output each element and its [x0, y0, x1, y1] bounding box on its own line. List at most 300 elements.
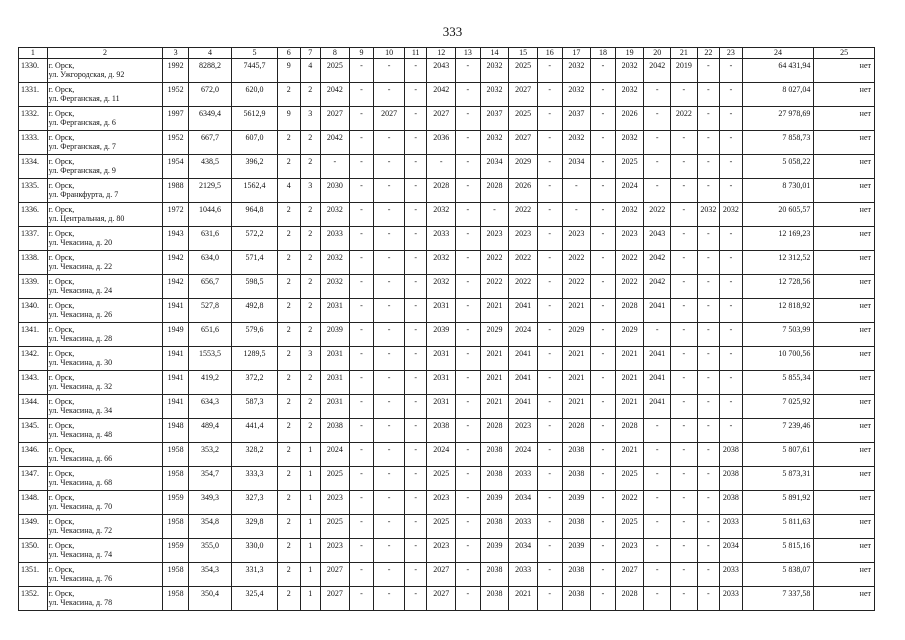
- table-cell: 2039: [321, 323, 350, 347]
- table-cell: -: [720, 83, 743, 107]
- column-number-cell: 22: [697, 48, 720, 59]
- address-cell: [47, 179, 163, 203]
- table-cell: 1: [300, 467, 320, 491]
- table-row: [19, 515, 875, 539]
- status-cell: нет: [814, 395, 875, 419]
- table-cell: -: [671, 83, 698, 107]
- address-cell: [47, 131, 163, 155]
- table-cell: 2041: [644, 347, 671, 371]
- table-cell: -: [349, 347, 374, 371]
- table-cell: 2: [278, 155, 301, 179]
- table-cell: -: [456, 83, 481, 107]
- table-row: [19, 203, 875, 227]
- table-cell: 2025: [509, 59, 538, 83]
- table-cell: 2024: [615, 179, 644, 203]
- address-cell: [47, 563, 163, 587]
- table-cell: -: [374, 179, 405, 203]
- address-cell: [47, 587, 163, 611]
- table-cell: -: [537, 419, 562, 443]
- table-cell: 2037: [480, 107, 509, 131]
- cost-cell: 5 891,92: [742, 491, 814, 515]
- address-line: ул. Чекасина, д. 48: [48, 430, 113, 439]
- table-cell: -: [404, 227, 427, 251]
- table-cell: 2032: [562, 59, 591, 83]
- table-cell: -: [374, 203, 405, 227]
- address-line: ул. Чекасина, д. 26: [48, 310, 113, 319]
- table-cell: -: [404, 467, 427, 491]
- page-number: 333: [442, 24, 463, 39]
- table-cell: 2041: [644, 299, 671, 323]
- table-row: [19, 395, 875, 419]
- table-cell: -: [671, 371, 698, 395]
- table-cell: 396,2: [231, 155, 277, 179]
- table-cell: 2038: [562, 467, 591, 491]
- column-number-cell: 13: [456, 48, 481, 59]
- table-cell: 1958: [163, 587, 189, 611]
- column-number-cell: 5: [231, 48, 277, 59]
- table-cell: -: [697, 467, 720, 491]
- address-line: ул. Чекасина, д. 34: [48, 406, 113, 415]
- address-line: г. Орск,: [48, 85, 75, 94]
- table-cell: -: [456, 155, 481, 179]
- table-cell: -: [697, 491, 720, 515]
- table-cell: -: [720, 251, 743, 275]
- status-cell: нет: [814, 323, 875, 347]
- address-line: ул. Чекасина, д. 30: [48, 358, 113, 367]
- table-cell: -: [404, 347, 427, 371]
- address-cell: [47, 83, 163, 107]
- table-cell: -: [671, 155, 698, 179]
- table-cell: 2027: [427, 563, 456, 587]
- row-number-cell: 1343.: [19, 371, 48, 395]
- table-cell: -: [349, 539, 374, 563]
- table-cell: 2041: [644, 371, 671, 395]
- address-cell: [47, 299, 163, 323]
- table-row: [19, 587, 875, 611]
- table-cell: 2029: [509, 155, 538, 179]
- table-cell: -: [591, 419, 616, 443]
- table-cell: 1942: [163, 251, 189, 275]
- cost-cell: 7 503,99: [742, 323, 814, 347]
- table-cell: -: [537, 155, 562, 179]
- table-cell: -: [697, 371, 720, 395]
- column-number-cell: 24: [742, 48, 814, 59]
- table-cell: 2038: [321, 419, 350, 443]
- table-cell: 2034: [509, 539, 538, 563]
- table-cell: 2: [278, 419, 301, 443]
- table-cell: -: [456, 107, 481, 131]
- column-number-cell: 15: [509, 48, 538, 59]
- table-cell: -: [720, 395, 743, 419]
- table-cell: 2033: [427, 227, 456, 251]
- row-number-cell: 1337.: [19, 227, 48, 251]
- table-cell: -: [537, 467, 562, 491]
- table-cell: -: [374, 467, 405, 491]
- table-cell: -: [349, 83, 374, 107]
- address-cell: [47, 59, 163, 83]
- status-cell: нет: [814, 491, 875, 515]
- table-cell: 2025: [615, 515, 644, 539]
- table-cell: -: [644, 323, 671, 347]
- column-number-cell: 2: [47, 48, 163, 59]
- column-number-cell: 25: [814, 48, 875, 59]
- address-line: ул. Чекасина, д. 72: [48, 526, 113, 535]
- table-cell: -: [349, 515, 374, 539]
- table-cell: -: [456, 395, 481, 419]
- table-cell: -: [671, 227, 698, 251]
- table-cell: -: [644, 131, 671, 155]
- address-line: ул. Чекасина, д. 78: [48, 598, 113, 607]
- table-cell: -: [671, 515, 698, 539]
- table-cell: 2034: [720, 539, 743, 563]
- address-line: г. Орск,: [48, 397, 75, 406]
- table-cell: -: [720, 419, 743, 443]
- table-cell: -: [697, 563, 720, 587]
- table-cell: -: [349, 179, 374, 203]
- table-cell: 2: [300, 83, 320, 107]
- address-line: г. Орск,: [48, 205, 75, 214]
- table-cell: -: [456, 131, 481, 155]
- table-cell: 4: [278, 179, 301, 203]
- table-cell: 2: [278, 251, 301, 275]
- table-cell: 1: [300, 587, 320, 611]
- table-cell: 2: [300, 371, 320, 395]
- table-cell: -: [720, 323, 743, 347]
- table-cell: 2042: [644, 59, 671, 83]
- address-line: г. Орск,: [48, 541, 75, 550]
- table-cell: -: [537, 83, 562, 107]
- table-cell: 1958: [163, 563, 189, 587]
- table-cell: 2025: [321, 515, 350, 539]
- table-cell: -: [456, 179, 481, 203]
- table-cell: -: [404, 395, 427, 419]
- cost-cell: 8 730,01: [742, 179, 814, 203]
- table-cell: 1949: [163, 323, 189, 347]
- table-cell: -: [537, 515, 562, 539]
- table-cell: -: [697, 299, 720, 323]
- table-row: [19, 443, 875, 467]
- status-cell: нет: [814, 563, 875, 587]
- table-cell: 2028: [480, 419, 509, 443]
- address-line: ул. Ферганская, д. 7: [48, 142, 116, 151]
- table-cell: -: [720, 371, 743, 395]
- table-cell: 2042: [321, 83, 350, 107]
- table-cell: 2: [278, 587, 301, 611]
- table-cell: 2032: [427, 275, 456, 299]
- address-cell: [47, 419, 163, 443]
- table-cell: 2039: [562, 491, 591, 515]
- table-cell: 2025: [321, 467, 350, 491]
- table-cell: 598,5: [231, 275, 277, 299]
- table-cell: 2: [300, 203, 320, 227]
- row-number-cell: 1351.: [19, 563, 48, 587]
- table-cell: 2028: [480, 179, 509, 203]
- table-cell: -: [404, 59, 427, 83]
- table-cell: -: [349, 443, 374, 467]
- row-number-cell: 1342.: [19, 347, 48, 371]
- table-cell: 2033: [509, 467, 538, 491]
- table-cell: -: [720, 59, 743, 83]
- table-row: [19, 563, 875, 587]
- row-number-cell: 1330.: [19, 59, 48, 83]
- table-cell: 3: [300, 347, 320, 371]
- table-cell: 2032: [615, 131, 644, 155]
- table-cell: -: [349, 227, 374, 251]
- table-cell: 2032: [321, 203, 350, 227]
- table-cell: 489,4: [188, 419, 231, 443]
- status-cell: нет: [814, 59, 875, 83]
- address-line: г. Орск,: [48, 469, 75, 478]
- table-row: [19, 371, 875, 395]
- table-cell: -: [671, 419, 698, 443]
- table-cell: -: [456, 59, 481, 83]
- table-cell: 631,6: [188, 227, 231, 251]
- table-cell: 2023: [509, 227, 538, 251]
- column-number-cell: 14: [480, 48, 509, 59]
- table-cell: 2038: [720, 467, 743, 491]
- table-cell: -: [321, 155, 350, 179]
- table-cell: 2039: [562, 539, 591, 563]
- address-line: ул. Франкфурта, д. 7: [48, 190, 119, 199]
- table-cell: 2024: [427, 443, 456, 467]
- table-cell: -: [456, 443, 481, 467]
- table-cell: -: [591, 491, 616, 515]
- table-row: [19, 275, 875, 299]
- table-cell: -: [374, 587, 405, 611]
- table-cell: -: [644, 515, 671, 539]
- table-cell: 2027: [321, 563, 350, 587]
- table-cell: 2042: [644, 275, 671, 299]
- table-cell: 2023: [615, 227, 644, 251]
- table-cell: 2: [278, 131, 301, 155]
- table-cell: 330,0: [231, 539, 277, 563]
- cost-cell: 5 815,16: [742, 539, 814, 563]
- column-number-cell: 8: [321, 48, 350, 59]
- table-cell: -: [591, 83, 616, 107]
- table-cell: -: [697, 539, 720, 563]
- table-cell: 2038: [427, 419, 456, 443]
- address-cell: [47, 347, 163, 371]
- status-cell: нет: [814, 467, 875, 491]
- column-number-cell: 4: [188, 48, 231, 59]
- table-cell: 2032: [321, 251, 350, 275]
- table-cell: 1941: [163, 395, 189, 419]
- table-cell: 2024: [509, 443, 538, 467]
- table-cell: 2: [300, 227, 320, 251]
- table-cell: -: [591, 371, 616, 395]
- table-cell: -: [697, 323, 720, 347]
- address-cell: [47, 395, 163, 419]
- table-cell: -: [349, 155, 374, 179]
- table-cell: -: [644, 443, 671, 467]
- table-cell: 2031: [427, 371, 456, 395]
- table-cell: -: [591, 515, 616, 539]
- table-cell: 2028: [615, 587, 644, 611]
- table-cell: 2026: [509, 179, 538, 203]
- table-cell: 2027: [427, 587, 456, 611]
- table-cell: 327,3: [231, 491, 277, 515]
- row-number-cell: 1344.: [19, 395, 48, 419]
- table-cell: -: [537, 395, 562, 419]
- table-cell: 672,0: [188, 83, 231, 107]
- table-cell: -: [591, 395, 616, 419]
- status-cell: нет: [814, 83, 875, 107]
- address-line: ул. Чекасина, д. 76: [48, 574, 113, 583]
- table-cell: 333,3: [231, 467, 277, 491]
- row-number-cell: 1335.: [19, 179, 48, 203]
- table-cell: 2028: [615, 419, 644, 443]
- table-cell: -: [349, 563, 374, 587]
- table-cell: 2: [278, 203, 301, 227]
- address-cell: [47, 371, 163, 395]
- table-cell: 2028: [615, 299, 644, 323]
- table-cell: -: [697, 179, 720, 203]
- table-cell: -: [404, 179, 427, 203]
- table-cell: 329,8: [231, 515, 277, 539]
- capital-repair-table: [18, 47, 875, 611]
- table-cell: 2028: [562, 419, 591, 443]
- table-cell: 2043: [427, 59, 456, 83]
- table-cell: 2031: [427, 395, 456, 419]
- table-cell: 2041: [644, 395, 671, 419]
- table-cell: 2034: [509, 491, 538, 515]
- address-line: г. Орск,: [48, 157, 75, 166]
- table-cell: 2022: [509, 251, 538, 275]
- table-cell: 2038: [480, 563, 509, 587]
- table-cell: -: [456, 251, 481, 275]
- table-cell: 2041: [509, 299, 538, 323]
- table-cell: -: [349, 251, 374, 275]
- table-cell: -: [697, 347, 720, 371]
- table-cell: 2029: [615, 323, 644, 347]
- table-cell: 2033: [321, 227, 350, 251]
- table-cell: -: [404, 299, 427, 323]
- table-cell: 354,8: [188, 515, 231, 539]
- table-cell: -: [644, 587, 671, 611]
- table-cell: 328,2: [231, 443, 277, 467]
- table-cell: 2025: [615, 467, 644, 491]
- address-line: г. Орск,: [48, 517, 75, 526]
- table-cell: 1992: [163, 59, 189, 83]
- table-cell: 2: [278, 443, 301, 467]
- table-cell: 2033: [720, 515, 743, 539]
- table-cell: 2: [278, 299, 301, 323]
- address-cell: [47, 467, 163, 491]
- table-cell: -: [591, 203, 616, 227]
- table-cell: -: [562, 203, 591, 227]
- table-cell: -: [537, 299, 562, 323]
- table-cell: -: [349, 419, 374, 443]
- table-cell: 2031: [321, 395, 350, 419]
- table-cell: -: [374, 371, 405, 395]
- table-cell: -: [349, 491, 374, 515]
- column-number-cell: 6: [278, 48, 301, 59]
- table-cell: -: [720, 347, 743, 371]
- table-cell: 2034: [562, 155, 591, 179]
- table-cell: -: [644, 539, 671, 563]
- table-cell: -: [591, 59, 616, 83]
- table-cell: -: [404, 323, 427, 347]
- table-cell: -: [404, 107, 427, 131]
- table-cell: -: [671, 131, 698, 155]
- table-cell: -: [456, 347, 481, 371]
- table-cell: -: [697, 107, 720, 131]
- table-cell: 2025: [509, 107, 538, 131]
- table-cell: 354,3: [188, 563, 231, 587]
- table-cell: 2033: [509, 563, 538, 587]
- address-line: г. Орск,: [48, 61, 75, 70]
- status-cell: нет: [814, 443, 875, 467]
- table-cell: 1: [300, 443, 320, 467]
- table-cell: 2038: [480, 443, 509, 467]
- status-cell: нет: [814, 347, 875, 371]
- table-cell: -: [591, 563, 616, 587]
- table-cell: 2024: [321, 443, 350, 467]
- row-number-cell: 1331.: [19, 83, 48, 107]
- table-cell: -: [404, 203, 427, 227]
- table-cell: -: [671, 299, 698, 323]
- table-cell: 9: [278, 107, 301, 131]
- status-cell: нет: [814, 539, 875, 563]
- table-cell: -: [374, 491, 405, 515]
- table-cell: -: [537, 251, 562, 275]
- table-cell: 587,3: [231, 395, 277, 419]
- cost-cell: 8 027,04: [742, 83, 814, 107]
- table-cell: 2039: [480, 491, 509, 515]
- table-cell: -: [591, 299, 616, 323]
- table-cell: -: [374, 323, 405, 347]
- table-cell: 372,2: [231, 371, 277, 395]
- cost-cell: 5 807,61: [742, 443, 814, 467]
- table-cell: -: [671, 179, 698, 203]
- table-cell: 656,7: [188, 275, 231, 299]
- table-cell: 2: [278, 83, 301, 107]
- table-cell: 1972: [163, 203, 189, 227]
- table-cell: 2031: [321, 299, 350, 323]
- table-cell: 2041: [509, 371, 538, 395]
- address-line: г. Орск,: [48, 109, 75, 118]
- table-cell: 2023: [321, 539, 350, 563]
- status-cell: нет: [814, 251, 875, 275]
- table-cell: 419,2: [188, 371, 231, 395]
- table-cell: 527,8: [188, 299, 231, 323]
- table-cell: -: [374, 395, 405, 419]
- table-cell: -: [349, 131, 374, 155]
- row-number-cell: 1347.: [19, 467, 48, 491]
- table-cell: -: [671, 539, 698, 563]
- table-cell: -: [349, 371, 374, 395]
- table-cell: -: [671, 323, 698, 347]
- table-cell: -: [537, 107, 562, 131]
- table-cell: 2022: [615, 491, 644, 515]
- table-cell: 354,7: [188, 467, 231, 491]
- table-cell: -: [404, 515, 427, 539]
- table-cell: -: [404, 563, 427, 587]
- address-line: ул. Ужгородская, д. 92: [48, 70, 125, 79]
- table-cell: -: [591, 251, 616, 275]
- table-cell: -: [671, 203, 698, 227]
- table-cell: 2022: [671, 107, 698, 131]
- table-cell: 2021: [562, 395, 591, 419]
- address-line: г. Орск,: [48, 421, 75, 430]
- table-cell: 2021: [615, 395, 644, 419]
- address-line: г. Орск,: [48, 277, 75, 286]
- column-number-cell: 18: [591, 48, 616, 59]
- table-row: [19, 323, 875, 347]
- table-cell: -: [671, 395, 698, 419]
- status-cell: нет: [814, 515, 875, 539]
- table-cell: 2: [300, 299, 320, 323]
